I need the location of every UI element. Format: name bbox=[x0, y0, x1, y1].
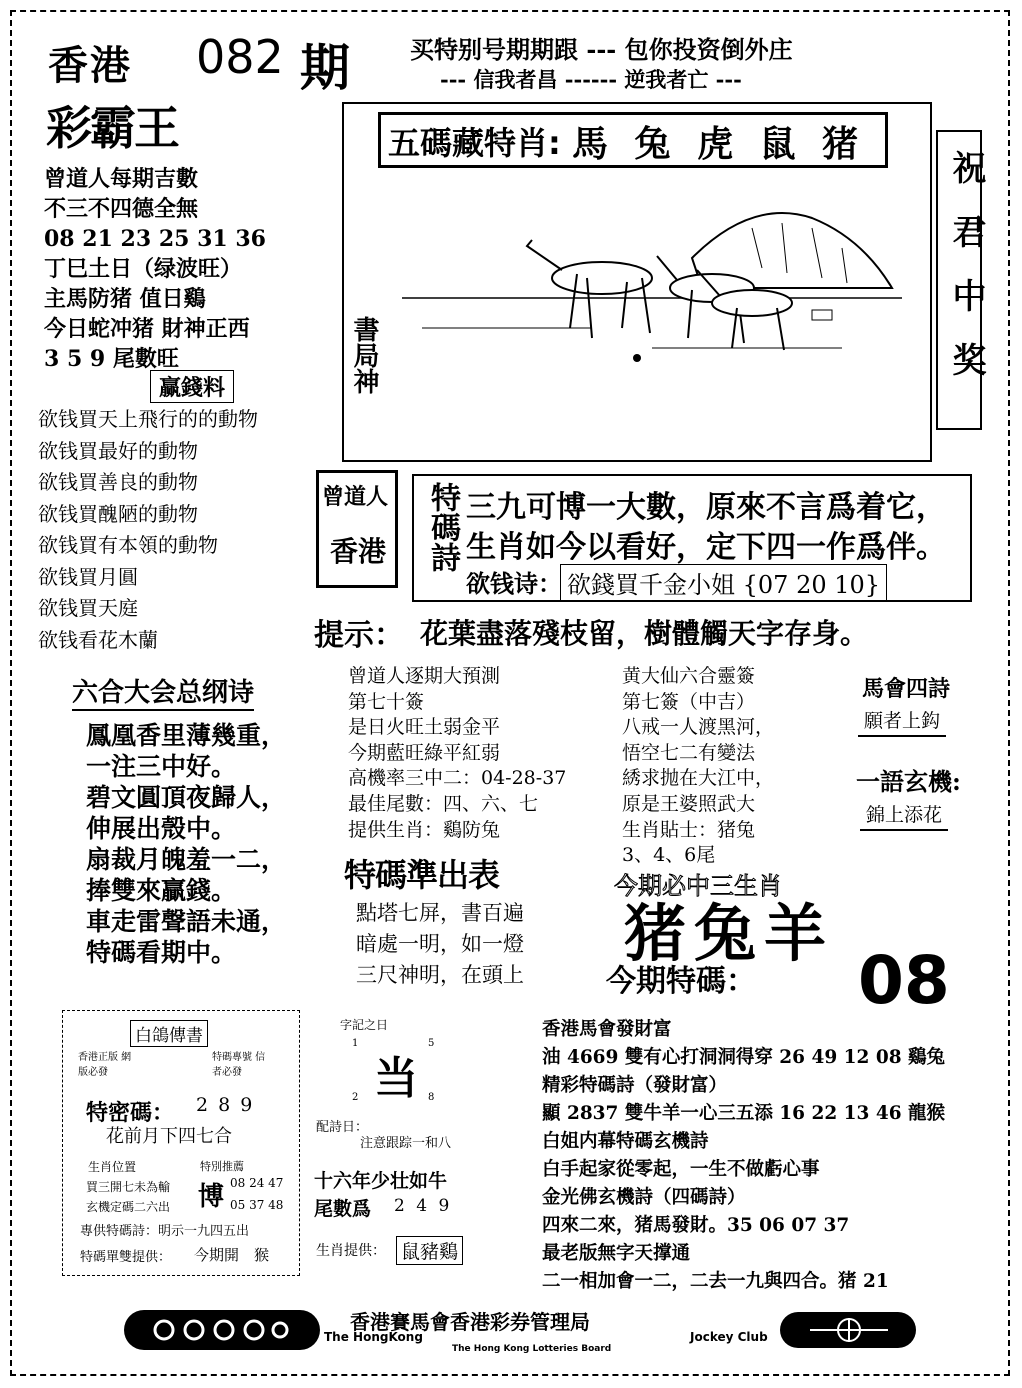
day-note-tail-value: 2 4 9 bbox=[394, 1196, 453, 1216]
rb-line: 精彩特碼詩（發財富） bbox=[542, 1075, 728, 1096]
special-table-title: 特碼準出表 bbox=[344, 856, 500, 894]
big-pick-animals: 猪兔羊 bbox=[624, 897, 835, 970]
prediction-line: 高機率三中二：04-28-37 bbox=[348, 767, 567, 790]
winmoney-item: 欲钱買天庭 bbox=[38, 596, 138, 620]
footer-org-cn: 香港賽馬會香港彩券管理局 bbox=[350, 1310, 590, 1334]
special-table-line: 三尺神明，在頭上 bbox=[356, 963, 524, 987]
lottery-emblem-icon bbox=[806, 1316, 892, 1344]
daxian-line: 八戒一人渡黑河， bbox=[622, 716, 775, 739]
general-poem-line: 鳳凰香里薄幾重， bbox=[86, 721, 287, 750]
daxian-line: 3、4、6尾 bbox=[622, 844, 716, 867]
footer-org-en-b: Jockey Club bbox=[690, 1330, 768, 1344]
info-line: 08 21 23 25 31 36 bbox=[44, 226, 266, 252]
rb-line: 金光佛玄機詩（四碼詩） bbox=[542, 1187, 746, 1208]
pigeon-left-small: 香港正版 網版必發 bbox=[78, 1052, 132, 1078]
stamp-top-text: 曾道人 bbox=[322, 484, 389, 510]
prediction-line: 今期藍旺綠平紅弱 bbox=[348, 741, 501, 764]
day-note-1: 1 bbox=[352, 1038, 359, 1049]
daxian-line: 悟空七二有變法 bbox=[622, 741, 756, 764]
pigeon-nums-1: 08 24 47 bbox=[230, 1176, 284, 1190]
jockey-poem-text: 願者上鈎 bbox=[858, 706, 946, 737]
winmoney-item: 欲钱買最好的動物 bbox=[38, 438, 198, 463]
brand-caibawang: 彩霸王 bbox=[46, 101, 178, 155]
winmoney-title: 赢錢料 bbox=[150, 370, 234, 403]
rb-line: 白姐内幕特碼玄機詩 bbox=[542, 1131, 709, 1152]
jockey-club-emblem-icon bbox=[146, 1316, 296, 1344]
shujushen-vertical: 書局神 bbox=[349, 316, 379, 394]
daxian-line: 原是王婆照武大 bbox=[622, 792, 756, 815]
day-note-2: 2 bbox=[352, 1092, 359, 1103]
stamp-bottom-text: 香港 bbox=[330, 535, 387, 568]
special-table-line: 暗處一明，如一燈 bbox=[356, 932, 524, 956]
today-special-label: 今期特碼： bbox=[606, 964, 756, 999]
rb-line: 香港馬會發財富 bbox=[542, 1019, 672, 1040]
general-poem-line: 一注三中好。 bbox=[86, 752, 237, 781]
general-poem-line: 扇裁月魄羞一二， bbox=[86, 845, 287, 874]
slogan-top: 买特别号期期跟 --- 包你投资倒外庄 bbox=[410, 35, 793, 64]
winmoney-item: 欲钱買月圓 bbox=[38, 564, 138, 589]
day-note-zodiac-label: 生肖提供： bbox=[316, 1243, 386, 1259]
info-line: 3 5 9 尾數旺 bbox=[44, 346, 179, 372]
day-note-5: 5 bbox=[428, 1038, 435, 1049]
pigeon-single-label: 特碼單雙提供： bbox=[80, 1250, 172, 1265]
one-word-text: 錦上添花 bbox=[860, 800, 948, 831]
money-poem-label: 欲钱诗： bbox=[466, 569, 562, 598]
pigeon-nums-2: 05 37 48 bbox=[230, 1198, 284, 1212]
day-note-zodiac-value: 鼠豬鷄 bbox=[396, 1236, 463, 1265]
info-line: 主馬防猪 值日鷄 bbox=[44, 286, 206, 312]
prediction bbox=[348, 664, 566, 843]
special-poem-line1: 三九可博一大數，原來不言爲着它， bbox=[466, 490, 946, 525]
general-poem-title: 六合大会总纲诗 bbox=[72, 672, 254, 711]
footer-org-en-c: The Hong Kong Lotteries Board bbox=[452, 1344, 612, 1354]
today-special-number: 08 bbox=[858, 942, 950, 1019]
rb-line: 最老版無字天撑通 bbox=[542, 1243, 691, 1264]
winmoney-item: 欲钱買善良的動物 bbox=[38, 470, 198, 494]
day-note-bull: 十六年少壮如牛 bbox=[314, 1170, 448, 1192]
deer-illustration bbox=[392, 178, 912, 368]
issue-number: 082 bbox=[196, 30, 284, 84]
pigeon-special-poem: 專供特碼詩：明示一九四五出 bbox=[80, 1224, 250, 1239]
general-poem-line: 伸展出殼中。 bbox=[86, 814, 237, 843]
special-table-line: 點塔七屏，書百遍 bbox=[356, 901, 524, 925]
jockey-poem-title: 馬會四詩 bbox=[862, 676, 951, 702]
hint-label: 提示： bbox=[314, 618, 404, 653]
footer-org-en-a: The HongKong bbox=[324, 1330, 423, 1344]
prediction-line: 第七十簽 bbox=[348, 690, 425, 713]
winmoney-list bbox=[38, 404, 258, 656]
prediction-line: 最佳尾數：四、六、七 bbox=[348, 792, 539, 815]
prediction-line: 是日火旺土弱金平 bbox=[348, 716, 501, 739]
winmoney-item: 欲钱買有本領的動物 bbox=[38, 533, 218, 557]
pigeon-phrase: 花前月下四七合 bbox=[106, 1126, 232, 1147]
general-poem bbox=[86, 720, 286, 968]
general-poem-line: 捧雙來贏錢。 bbox=[86, 876, 237, 905]
rb-line: 油 4669 雙有心打洞洞得穿 26 49 12 08 鷄兔 bbox=[542, 1047, 946, 1068]
daxian-line: 黄大仙六合靈簽 bbox=[622, 665, 756, 687]
pigeon-code-label: 特密碼： bbox=[86, 1100, 175, 1126]
info-line: 今日蛇冲猪 財神正西 bbox=[44, 316, 250, 342]
special-poem-tag: 特碼詩 bbox=[425, 482, 460, 572]
zhujun-zhongjiang: 祝君中奖 bbox=[946, 150, 986, 406]
must-hit-banner: 今期必中三生肖 bbox=[614, 872, 782, 900]
day-note-title: 字記之日 bbox=[340, 1018, 389, 1032]
pigeon-pos-label: 生肖位置 bbox=[88, 1160, 137, 1174]
general-poem-line: 特碼看期中。 bbox=[86, 938, 237, 967]
daxian-line: 生肖貼士：猪兔 bbox=[622, 818, 756, 841]
rb-line: 白手起家從零起，一生不做虧心事 bbox=[542, 1159, 820, 1180]
hint-text: 花葉盡落殘枝留，樹體觸天字存身。 bbox=[420, 617, 869, 650]
day-note-8: 8 bbox=[428, 1092, 435, 1103]
pigeon-super-char: 博 bbox=[198, 1182, 225, 1212]
winmoney-item: 欲钱看花木蘭 bbox=[38, 627, 158, 652]
rb-line: 二一相加會一二，二去一九與四合。猪 21 bbox=[542, 1271, 889, 1292]
money-poem: 欲錢買千金小姐 {07 20 10} bbox=[560, 564, 887, 601]
prediction-line: 曾道人逐期大預測 bbox=[348, 665, 501, 687]
hidden-zodiac-animals: 馬 兔 虎 鼠 猪 bbox=[572, 124, 859, 165]
rb-line: 顯 2837 雙牛羊一心三五添 16 22 13 46 龍猴 bbox=[542, 1103, 946, 1124]
info-line: 丁巳土日（绿波旺） bbox=[44, 256, 243, 282]
pigeon-pos-1: 買三開七未為輸 bbox=[86, 1180, 171, 1194]
pigeon-super-label: 特別推薦 bbox=[200, 1160, 244, 1173]
huang-daxian bbox=[622, 664, 774, 869]
hidden-zodiac-label: 五碼藏特肖: bbox=[388, 124, 561, 162]
day-note-poem: 注意跟踪一和八 bbox=[360, 1136, 452, 1151]
info-line: 曾道人每期吉數 bbox=[44, 166, 199, 192]
day-note-poem-label: 配詩日： bbox=[316, 1120, 369, 1135]
pigeon-right-small: 特碼專號 信者必發 bbox=[212, 1052, 266, 1078]
daxian-line: 綉求抛在大江中， bbox=[622, 767, 775, 790]
right-bottom-list bbox=[542, 1016, 945, 1296]
slogan-sub: --- 信我者昌 ------ 逆我者亡 --- bbox=[440, 67, 742, 92]
day-note-char: 当 bbox=[374, 1053, 418, 1104]
daxian-line: 第七簽（中吉） bbox=[622, 690, 756, 713]
daily-info bbox=[44, 164, 266, 374]
special-poem-line2: 生肖如今以看好，定下四一作爲伴。 bbox=[466, 530, 946, 565]
brand-hongkong: 香港 bbox=[48, 43, 132, 89]
general-poem-line: 車走雷聲語未通， bbox=[86, 907, 287, 936]
pigeon-single-value: 今期開 猴 bbox=[194, 1246, 270, 1264]
issue-unit: 期 bbox=[300, 39, 350, 97]
pigeon-title: 白鴿傳書 bbox=[130, 1020, 208, 1047]
winmoney-item: 欲钱買醜陋的動物 bbox=[38, 501, 198, 526]
day-note-tail-label: 尾數爲 bbox=[314, 1198, 372, 1220]
prediction-line: 提供生肖：鷄防兔 bbox=[348, 818, 501, 841]
info-line: 不三不四德全無 bbox=[44, 196, 199, 222]
general-poem-line: 碧文圓頂夜歸人， bbox=[86, 783, 287, 812]
winmoney-item: 欲钱買天上飛行的的動物 bbox=[38, 407, 258, 431]
rb-line: 四來二來，猪馬發財。35 06 07 37 bbox=[542, 1215, 850, 1236]
pigeon-code: 2 8 9 bbox=[196, 1094, 255, 1116]
pigeon-pos-2: 玄機定碼二六出 bbox=[86, 1200, 171, 1214]
special-table bbox=[356, 898, 524, 991]
one-word-title: 一語玄機: bbox=[856, 767, 961, 796]
